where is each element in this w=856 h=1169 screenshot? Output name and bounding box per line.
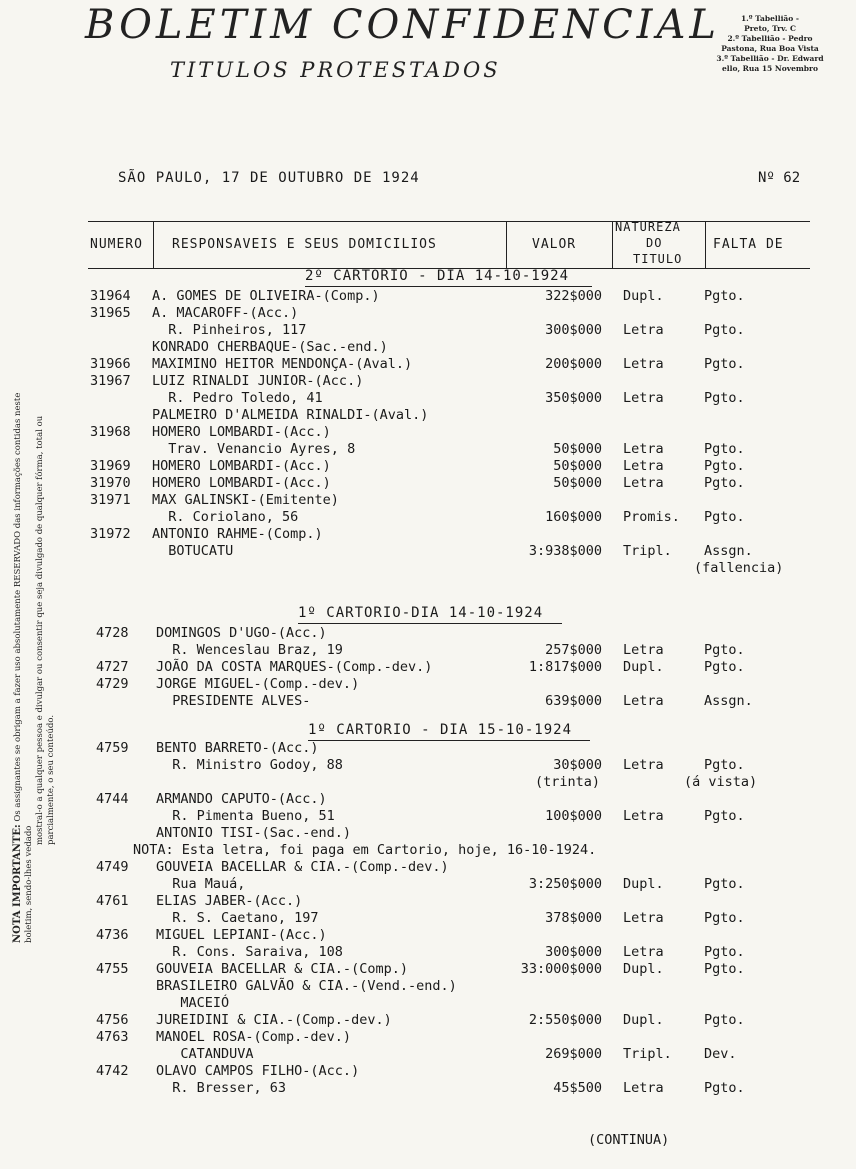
row-value: 350$000 [545, 390, 602, 406]
row-responsible: R. S. Caetano, 197 [156, 910, 319, 926]
col-header-responsaveis: RESPONSAVEIS E SEUS DOMICILIOS [172, 237, 437, 252]
row-falta: Pgto. [704, 910, 745, 926]
table-row [0, 791, 856, 808]
row-number: 31967 [90, 373, 131, 389]
notary-stamp [695, 14, 845, 74]
row-nature: Letra [623, 757, 664, 773]
row-responsible: MACEIÓ [156, 995, 230, 1011]
col-header-natureza: NATUREZA [615, 220, 681, 234]
table-row [0, 876, 856, 893]
header-divider [506, 221, 507, 268]
row-responsible: LUIZ RINALDI JUNIOR-(Acc.) [152, 373, 364, 389]
row-number: 31965 [90, 305, 131, 321]
row-number: 31972 [90, 526, 131, 542]
row-responsible: BENTO BARRETO-(Acc.) [156, 740, 319, 756]
row-responsible: R. Pimenta Bueno, 51 [156, 808, 335, 824]
row-responsible: PRESIDENTE ALVES- [156, 693, 311, 709]
row-value: 378$000 [545, 910, 602, 926]
section-underline [305, 286, 592, 287]
table-row [0, 492, 856, 509]
row-responsible: GOUVEIA BACELLAR & CIA.-(Comp.) [156, 961, 408, 977]
stamp-line: 2.º Tabellião - Pedro [727, 34, 813, 43]
col-header-falta: FALTA DE [713, 237, 784, 252]
col-header-natureza-titulo: TITULO [633, 252, 683, 266]
row-value: 322$000 [545, 288, 602, 304]
row-falta: Pgto. [704, 961, 745, 977]
row-responsible: R. Wenceslau Braz, 19 [156, 642, 343, 658]
row-responsible: BOTUCATU [152, 543, 234, 559]
table-row [0, 1046, 856, 1063]
row-value: (trinta) [535, 774, 601, 790]
row-value: 33:000$000 [520, 961, 602, 977]
row-falta: Pgto. [704, 757, 745, 773]
table-row [0, 842, 856, 859]
row-number: 4744 [96, 791, 129, 807]
row-value: 200$000 [545, 356, 602, 372]
section-heading: 1º CARTORIO - DIA 15-10-1924 [308, 722, 573, 738]
table-row [0, 893, 856, 910]
row-responsible: PALMEIRO D'ALMEIDA RINALDI-(Aval.) [152, 407, 429, 423]
row-nature: Dupl. [623, 659, 664, 675]
row-number: 4755 [96, 961, 129, 977]
row-falta: Assgn. [704, 543, 753, 559]
bulletin-subtitle: TITULOS PROTESTADOS [170, 58, 501, 82]
row-number: 31970 [90, 475, 131, 491]
row-number: 4761 [96, 893, 129, 909]
row-value: 269$000 [545, 1046, 602, 1062]
row-number: 4736 [96, 927, 129, 943]
table-row [0, 859, 856, 876]
row-falta: Pgto. [704, 390, 745, 406]
section-heading: 2º CARTORIO - DIA 14-10-1924 [305, 268, 570, 284]
table-row [0, 625, 856, 642]
row-value: 300$000 [545, 322, 602, 338]
row-falta: (fallencia) [694, 560, 784, 576]
table-row [0, 740, 856, 757]
row-value: 50$000 [553, 475, 602, 491]
row-number: 31964 [90, 288, 131, 304]
row-nature: Promis. [623, 509, 680, 525]
stamp-line: Pastona, Rua Boa Vista [721, 44, 819, 53]
row-responsible: NOTA: Esta letra, foi paga em Cartorio, hoje, 16-10-1924. [133, 842, 597, 858]
table-row [0, 1063, 856, 1080]
row-responsible: JORGE MIGUEL-(Comp.-dev.) [156, 676, 360, 692]
row-responsible: ANTONIO TISI-(Sac.-end.) [156, 825, 352, 841]
row-number: 4749 [96, 859, 129, 875]
table-row [0, 757, 856, 774]
row-responsible: R. Pedro Toledo, 41 [152, 390, 323, 406]
row-responsible: R. Pinheiros, 117 [152, 322, 307, 338]
table-row [0, 543, 856, 560]
side-note-line-1: Os assignantes se obrigam a fazer uso absolutamente RESERVADO das informações contidas neste boletim, sendo-lhes vedado [13, 392, 34, 943]
table-row [0, 978, 856, 995]
row-number: 31971 [90, 492, 131, 508]
row-falta: (á vista) [684, 774, 758, 790]
row-responsible: HOMERO LOMBARDI-(Acc.) [152, 424, 331, 440]
row-value: 3:250$000 [528, 876, 602, 892]
row-responsible: BRASILEIRO GALVÃO & CIA.-(Vend.-end.) [156, 978, 457, 994]
row-falta: Pgto. [704, 1012, 745, 1028]
row-falta: Pgto. [704, 509, 745, 525]
row-number: 31968 [90, 424, 131, 440]
table-row [0, 424, 856, 441]
col-header-numero: NUMERO [90, 237, 143, 252]
row-nature: Letra [623, 458, 664, 474]
header-divider [705, 221, 706, 268]
section-heading: 1º CARTORIO-DIA 14-10-1924 [298, 605, 544, 621]
row-responsible: OLAVO CAMPOS FILHO-(Acc.) [156, 1063, 360, 1079]
table-row [0, 1029, 856, 1046]
row-falta: Pgto. [704, 876, 745, 892]
table-row [0, 458, 856, 475]
row-falta: Pgto. [704, 356, 745, 372]
table-row [0, 322, 856, 339]
table-row [0, 407, 856, 424]
table-row [0, 441, 856, 458]
row-nature: Letra [623, 1080, 664, 1096]
row-responsible: JUREIDINI & CIA.-(Comp.-dev.) [156, 1012, 392, 1028]
row-falta: Pgto. [704, 458, 745, 474]
row-responsible: R. Ministro Godoy, 88 [156, 757, 343, 773]
row-falta: Dev. [704, 1046, 737, 1062]
row-nature: Tripl. [623, 1046, 672, 1062]
row-responsible: ANTONIO RAHME-(Comp.) [152, 526, 323, 542]
issue-number: Nº 62 [758, 170, 801, 186]
row-nature: Letra [623, 642, 664, 658]
row-responsible: R. Bresser, 63 [156, 1080, 287, 1096]
row-responsible: ELIAS JABER-(Acc.) [156, 893, 303, 909]
row-responsible: CATANDUVA [156, 1046, 254, 1062]
table-row [0, 509, 856, 526]
row-falta: Pgto. [704, 808, 745, 824]
row-nature: Letra [623, 441, 664, 457]
row-nature: Tripl. [623, 543, 672, 559]
col-header-valor: VALOR [532, 237, 577, 252]
row-number: 31969 [90, 458, 131, 474]
row-falta: Pgto. [704, 322, 745, 338]
row-value: 160$000 [545, 509, 602, 525]
table-row [0, 390, 856, 407]
row-responsible: GOUVEIA BACELLAR & CIA.-(Comp.-dev.) [156, 859, 449, 875]
row-responsible: ARMANDO CAPUTO-(Acc.) [156, 791, 327, 807]
row-value: 3:938$000 [528, 543, 602, 559]
row-responsible: HOMERO LOMBARDI-(Acc.) [152, 458, 331, 474]
table-row [0, 774, 856, 791]
row-value: 50$000 [553, 441, 602, 457]
table-row [0, 339, 856, 356]
table-row [0, 1012, 856, 1029]
stamp-line: 1.º Tabellião - [740, 14, 800, 23]
row-number: 4756 [96, 1012, 129, 1028]
row-responsible: A. GOMES DE OLIVEIRA-(Comp.) [152, 288, 380, 304]
table-row [0, 356, 856, 373]
stamp-line: Preto, Trv. C [744, 24, 796, 33]
row-nature: Letra [623, 322, 664, 338]
row-nature: Letra [623, 693, 664, 709]
row-responsible: MANOEL ROSA-(Comp.-dev.) [156, 1029, 352, 1045]
row-nature: Letra [623, 944, 664, 960]
row-value: 300$000 [545, 944, 602, 960]
side-note-label: NOTA IMPORTANTE: [12, 824, 23, 943]
row-falta: Pgto. [704, 441, 745, 457]
row-responsible: HOMERO LOMBARDI-(Acc.) [152, 475, 331, 491]
row-falta: Pgto. [704, 659, 745, 675]
table-row [0, 944, 856, 961]
table-row [0, 693, 856, 710]
row-number: 31966 [90, 356, 131, 372]
continued-note: (CONTINUA) [588, 1132, 670, 1148]
dateline: SÃO PAULO, 17 DE OUTUBRO DE 1924 [118, 170, 420, 186]
row-nature: Letra [623, 808, 664, 824]
table-row [0, 288, 856, 305]
row-number: 4759 [96, 740, 129, 756]
table-row [0, 961, 856, 978]
row-responsible: A. MACAROFF-(Acc.) [152, 305, 299, 321]
table-row [0, 642, 856, 659]
table-row [0, 305, 856, 322]
side-note-line-2: mostral-o a qualquer pessoa e divulgar ou consentir que seja divulgado de qualquer fórma, total ou parcialmente, o seu conteúdo. [35, 415, 56, 845]
table-row [0, 910, 856, 927]
stamp-line: ello, Rua 15 Novembro [721, 64, 819, 73]
col-header-natureza-do: DO [646, 236, 663, 250]
bulletin-title: BOLETIM CONFIDENCIAL [85, 2, 720, 48]
row-responsible: KONRADO CHERBAQUE-(Sac.-end.) [152, 339, 388, 355]
row-responsible: R. Coriolano, 56 [152, 509, 299, 525]
row-value: 30$000 [553, 757, 602, 773]
table-row [0, 475, 856, 492]
row-responsible: DOMINGOS D'UGO-(Acc.) [156, 625, 327, 641]
row-nature: Dupl. [623, 876, 664, 892]
row-number: 4727 [96, 659, 129, 675]
row-responsible: R. Cons. Saraiva, 108 [156, 944, 343, 960]
row-falta: Pgto. [704, 1080, 745, 1096]
table-row [0, 560, 856, 577]
row-falta: Pgto. [704, 288, 745, 304]
header-divider [612, 221, 613, 268]
row-responsible: Rua Mauá, [156, 876, 246, 892]
row-nature: Letra [623, 475, 664, 491]
row-value: 257$000 [545, 642, 602, 658]
row-nature: Dupl. [623, 1012, 664, 1028]
stamp-line: 3.º Tabellião - Dr. Edward [716, 54, 824, 63]
row-value: 100$000 [545, 808, 602, 824]
row-nature: Dupl. [623, 961, 664, 977]
table-row [0, 373, 856, 390]
row-value: 639$000 [545, 693, 602, 709]
row-nature: Dupl. [623, 288, 664, 304]
row-responsible: MAXIMINO HEITOR MENDONÇA-(Aval.) [152, 356, 413, 372]
row-number: 4728 [96, 625, 129, 641]
row-falta: Pgto. [704, 944, 745, 960]
row-value: 50$000 [553, 458, 602, 474]
table-row [0, 995, 856, 1012]
row-falta: Pgto. [704, 642, 745, 658]
header-top-rule [88, 221, 810, 222]
table-row [0, 927, 856, 944]
table-row [0, 1080, 856, 1097]
row-number: 4729 [96, 676, 129, 692]
row-nature: Letra [623, 356, 664, 372]
row-value: 45$500 [553, 1080, 602, 1096]
table-row [0, 676, 856, 693]
table-row [0, 526, 856, 543]
header-divider [153, 221, 154, 268]
row-responsible: MAX GALINSKI-(Emitente) [152, 492, 339, 508]
row-nature: Letra [623, 910, 664, 926]
row-number: 4742 [96, 1063, 129, 1079]
row-responsible: JOÃO DA COSTA MARQUES-(Comp.-dev.) [156, 659, 433, 675]
row-value: 1:817$000 [528, 659, 602, 675]
row-value: 2:550$000 [528, 1012, 602, 1028]
table-row [0, 808, 856, 825]
row-number: 4763 [96, 1029, 129, 1045]
section-underline [298, 623, 562, 624]
table-row [0, 825, 856, 842]
row-responsible: Trav. Venancio Ayres, 8 [152, 441, 356, 457]
row-nature: Letra [623, 390, 664, 406]
row-falta: Assgn. [704, 693, 753, 709]
table-row [0, 659, 856, 676]
row-responsible: MIGUEL LEPIANI-(Acc.) [156, 927, 327, 943]
row-falta: Pgto. [704, 475, 745, 491]
